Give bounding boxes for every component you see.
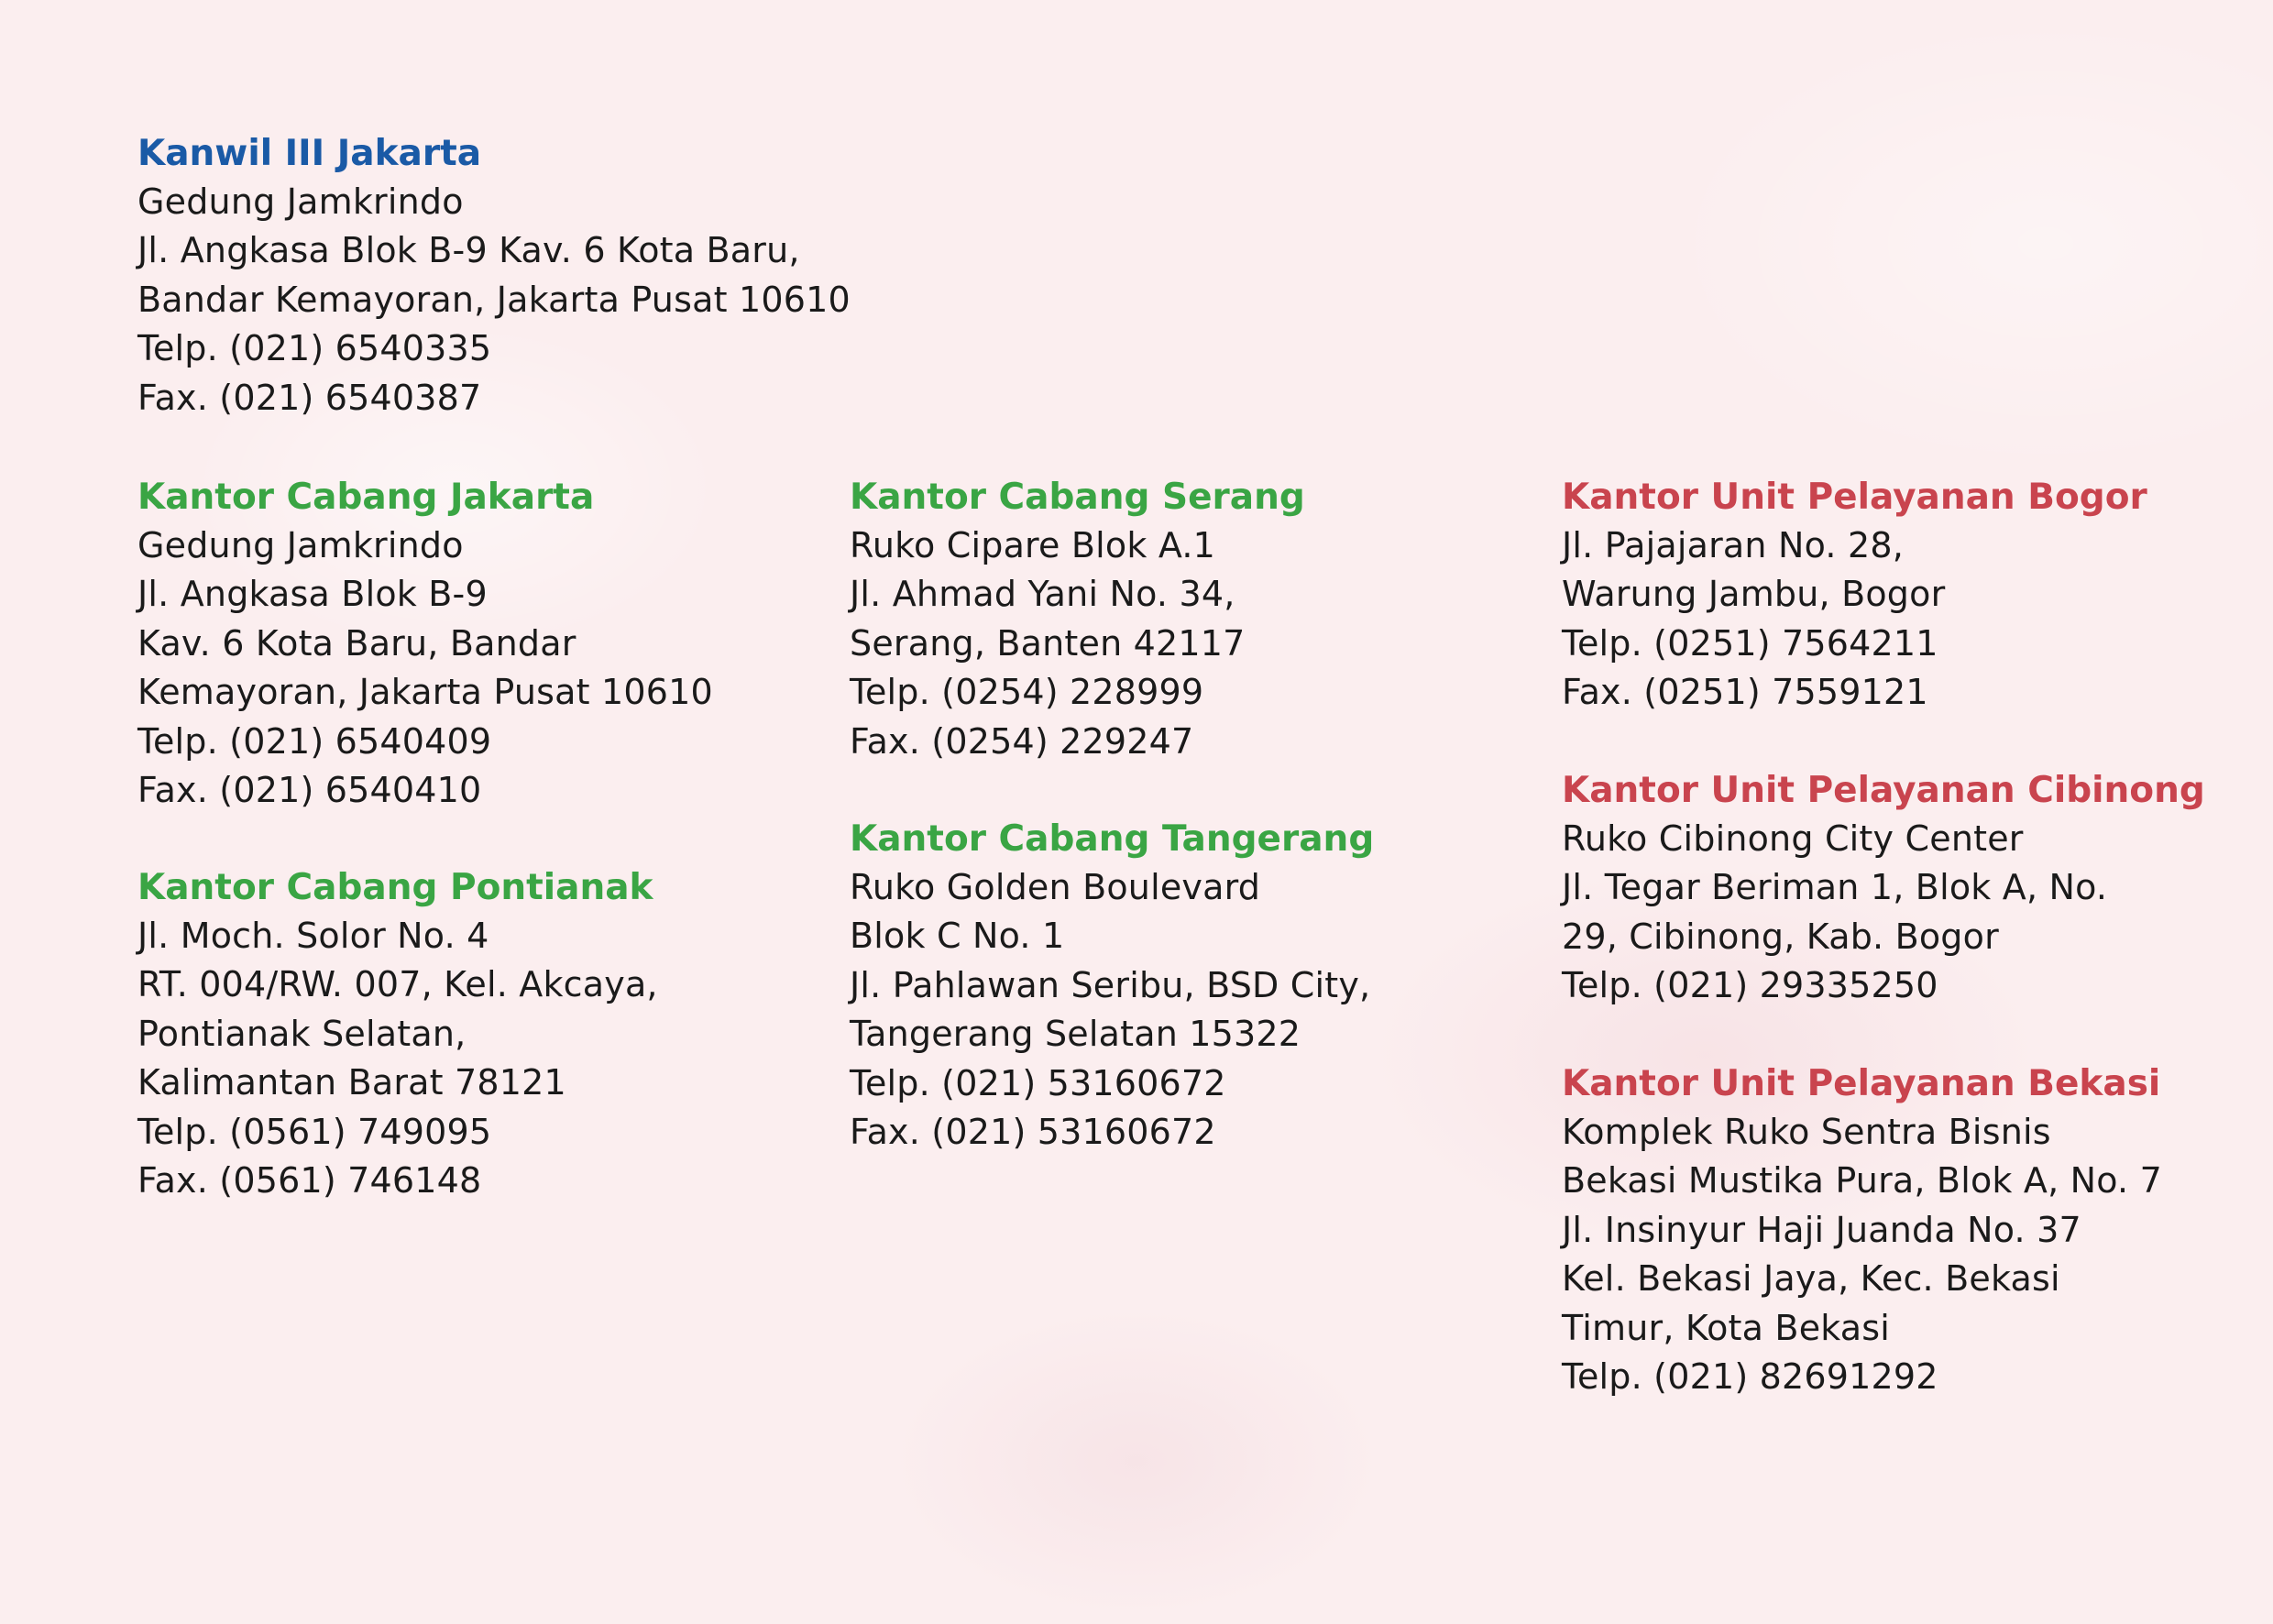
office-address-line: Jl. Angkasa Blok B-9 [137,574,488,615]
office-block-kanwil-iii-jakarta [137,129,851,422]
office-fax: Fax. (0251) 7559121 [1562,672,1928,713]
office-block-cabang-pontianak [137,863,658,1205]
office-title: Kanwil III Jakarta [137,133,482,174]
office-address-line: Kel. Bekasi Jaya, Kec. Bekasi [1562,1258,2060,1300]
office-address-line: Warung Jambu, Bogor [1562,574,1946,615]
office-phone: Telp. (021) 82691292 [1562,1356,1938,1398]
office-address-line: Jl. Angkasa Blok B-9 Kav. 6 Kota Baru, [137,230,800,271]
office-phone: Telp. (021) 29335250 [1562,965,1938,1006]
office-address-line: Bekasi Mustika Pura, Blok A, No. 7 [1562,1160,2162,1202]
office-address-line: Jl. Ahmad Yani No. 34, [850,574,1235,615]
office-phone: Telp. (021) 53160672 [850,1062,1226,1103]
office-title: Kantor Unit Pelayanan Cibinong [1562,770,2205,811]
office-block-cabang-jakarta [137,473,713,815]
office-address-line: Jl. Moch. Solor No. 4 [137,916,489,956]
office-address-line: Pontianak Selatan, [137,1013,467,1054]
office-block-cabang-tangerang [850,815,1374,1157]
office-phone: Telp. (0254) 228999 [850,672,1204,713]
office-address-line: Bandar Kemayoran, Jakarta Pusat 10610 [137,279,851,320]
office-block-unit-bekasi [1562,1059,2162,1401]
office-title: Kantor Unit Pelayanan Bogor [1562,477,2147,518]
office-block-cabang-serang [850,473,1305,766]
office-phone: Telp. (021) 6540409 [137,720,492,762]
office-address-line: Gedung Jamkrindo [137,181,464,222]
office-address-line: Komplek Ruko Sentra Bisnis [1562,1112,2051,1152]
office-fax: Fax. (021) 6540387 [137,377,482,418]
office-address-line: Kav. 6 Kota Baru, Bandar [137,622,576,664]
office-title: Kantor Cabang Pontianak [137,867,653,908]
office-address-line: Kalimantan Barat 78121 [137,1062,566,1103]
office-fax: Fax. (021) 6540410 [137,770,482,811]
office-address-line: Jl. Tegar Beriman 1, Blok A, No. [1562,867,2108,908]
office-block-unit-cibinong [1562,766,2205,1011]
office-address-line: Tangerang Selatan 15322 [850,1014,1301,1055]
office-address-line: Jl. Insinyur Haji Juanda No. 37 [1562,1209,2081,1250]
office-title: Kantor Cabang Serang [850,477,1305,518]
office-fax: Fax. (021) 53160672 [850,1112,1216,1153]
office-address-line: Gedung Jamkrindo [137,525,464,565]
office-title: Kantor Cabang Jakarta [137,477,595,518]
office-phone: Telp. (021) 6540335 [137,328,492,369]
office-address-line: Ruko Cipare Blok A.1 [850,525,1216,565]
office-address-line: Serang, Banten 42117 [850,622,1246,664]
office-phone: Telp. (0561) 749095 [137,1111,492,1152]
office-block-unit-bogor [1562,473,2147,718]
office-address-line: RT. 004/RW. 007, Kel. Akcaya, [137,964,658,1005]
office-address-line: Kemayoran, Jakarta Pusat 10610 [137,672,713,713]
office-address-line: Ruko Cibinong City Center [1562,818,2024,859]
office-address-line: 29, Cibinong, Kab. Bogor [1562,916,1999,957]
office-address-line: Jl. Pahlawan Seribu, BSD City, [850,964,1371,1005]
office-phone: Telp. (0251) 7564211 [1562,622,1938,664]
office-title: Kantor Unit Pelayanan Bekasi [1562,1063,2161,1104]
office-title: Kantor Cabang Tangerang [850,818,1375,860]
office-address-line: Jl. Pajajaran No. 28, [1562,525,1904,565]
office-address-line: Timur, Kota Bekasi [1562,1307,1891,1348]
office-fax: Fax. (0254) 229247 [850,720,1194,762]
office-address-line: Ruko Golden Boulevard [850,867,1261,907]
office-address-line: Blok C No. 1 [850,916,1065,957]
office-fax: Fax. (0561) 746148 [137,1160,482,1202]
